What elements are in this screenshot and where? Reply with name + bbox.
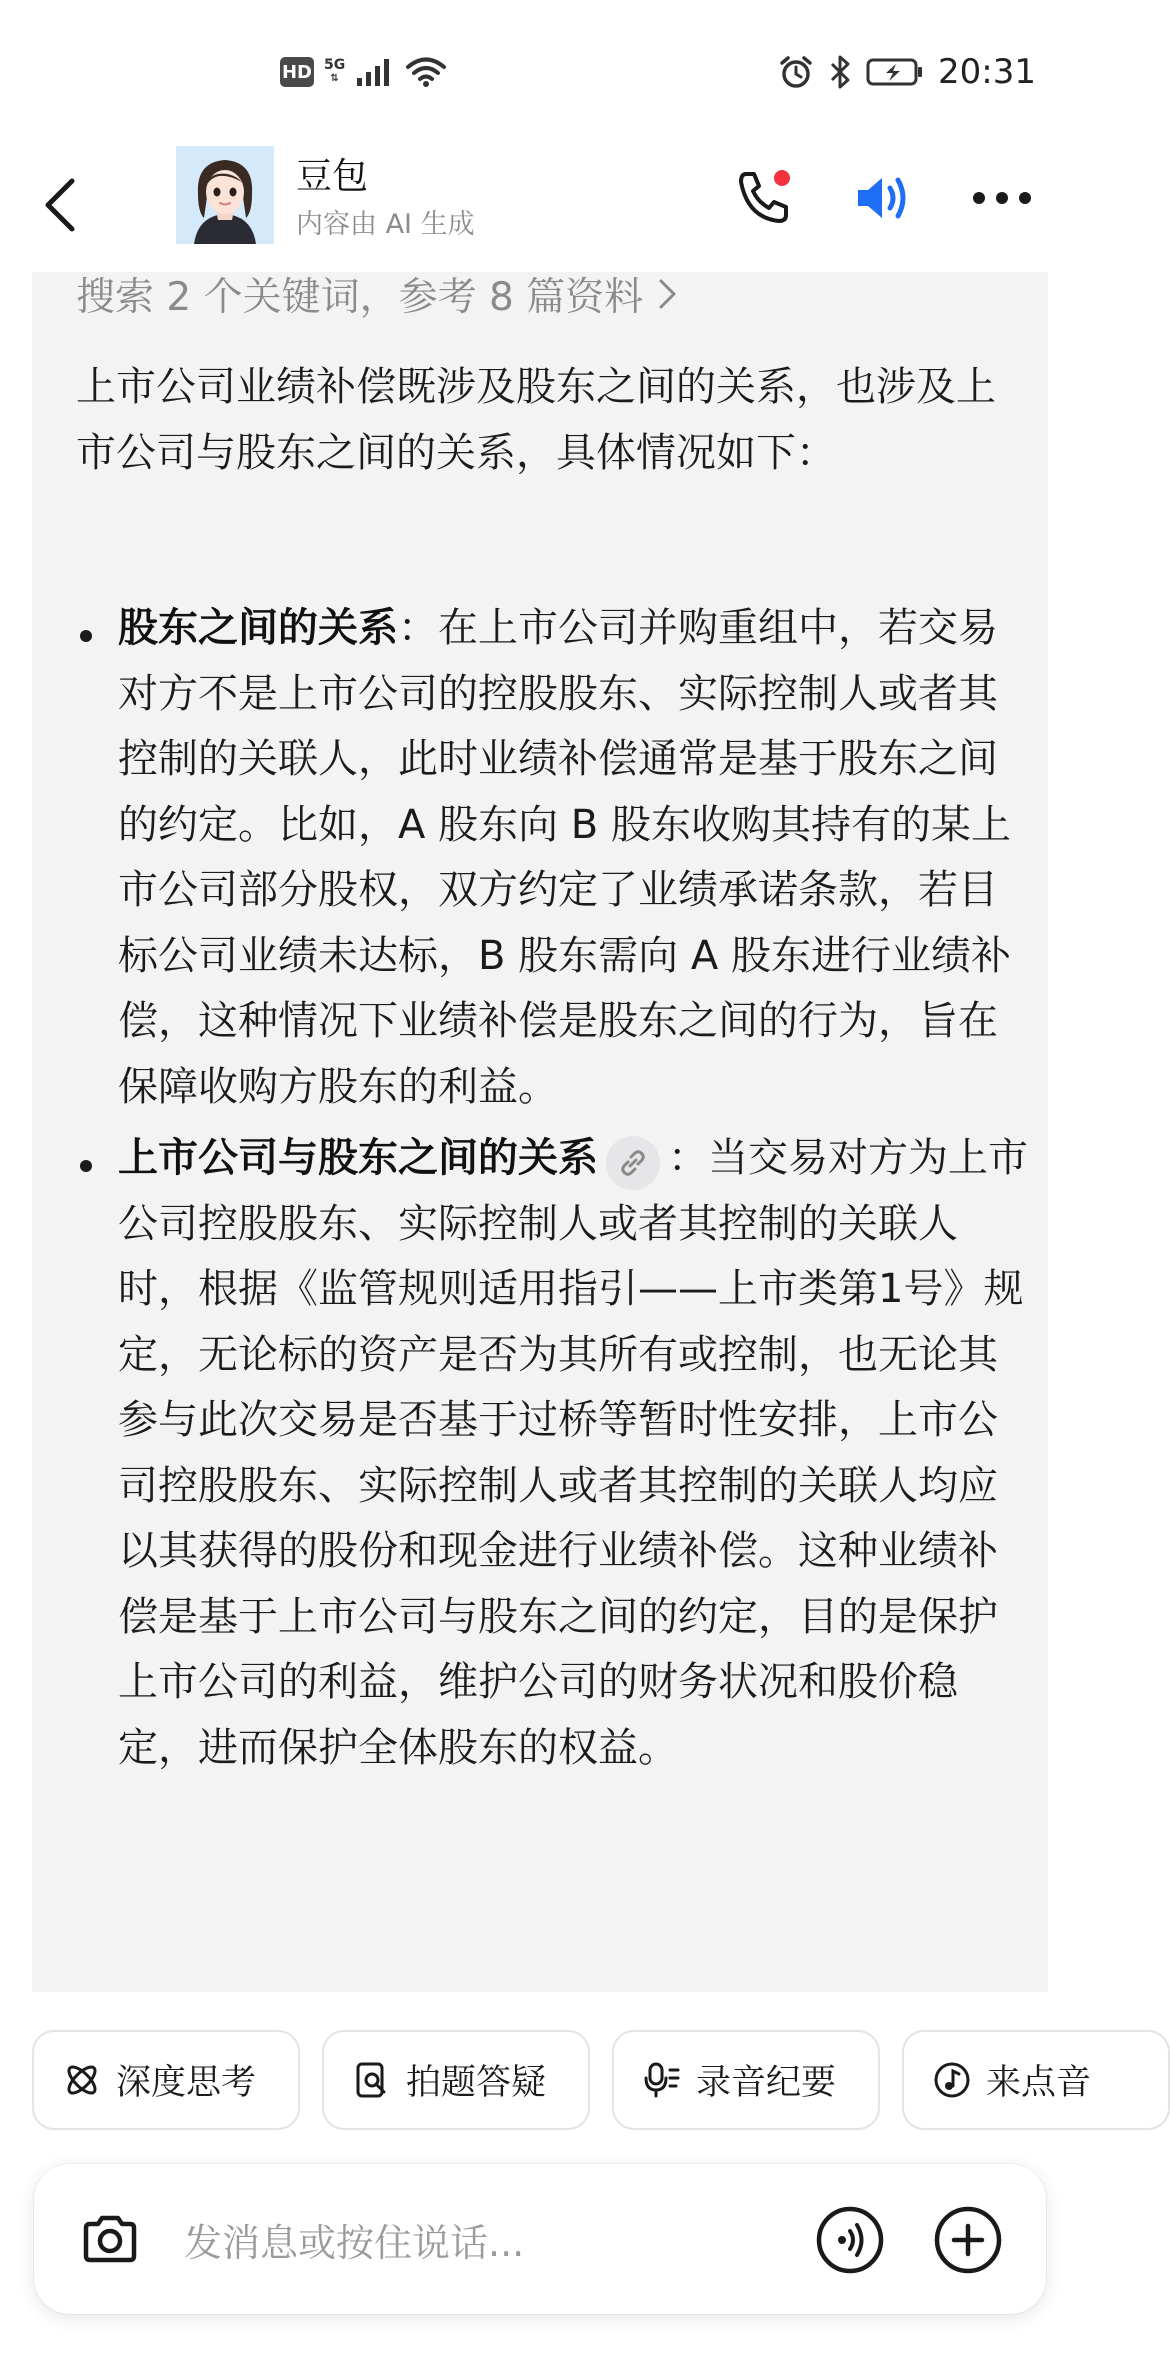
message-input[interactable]: 发消息或按住说话... — [184, 2221, 525, 2265]
citation-button[interactable] — [606, 1136, 660, 1190]
status-right — [778, 52, 1036, 92]
hd-badge: HD — [280, 57, 314, 87]
chip-label: 拍题答疑 — [406, 2063, 547, 2103]
camera-icon — [78, 2208, 142, 2272]
scan-question-icon — [352, 2060, 392, 2100]
intro-paragraph: 上市公司业绩补偿既涉及股东之间的关系，也涉及上市公司与股东之间的关系，具体情况如下： — [76, 364, 996, 476]
network-label: 5G — [324, 57, 346, 73]
add-button[interactable] — [928, 2200, 1008, 2280]
signal-icon — [355, 56, 395, 88]
voice-wave-icon — [814, 2204, 886, 2276]
chip-label: 录音纪要 — [696, 2063, 837, 2103]
bullet-dot — [80, 1160, 92, 1172]
plus-icon — [932, 2204, 1004, 2276]
camera-button[interactable] — [70, 2200, 150, 2280]
chevron-right-icon — [657, 277, 679, 311]
bluetooth-icon — [828, 54, 852, 90]
bullet-title: 股东之间的关系 — [118, 605, 398, 651]
quick-actions — [32, 2030, 1092, 2130]
chat-header — [0, 140, 1080, 270]
ai-generated-note: 内容由 AI 生成 — [296, 209, 475, 240]
search-summary-link[interactable] — [76, 266, 679, 322]
message-input-bar — [34, 2164, 1046, 2314]
chip-photo-question[interactable] — [322, 2030, 590, 2130]
bullet-dot — [80, 630, 92, 642]
phone-icon — [732, 166, 796, 230]
network-5g-icon: 5G ⇅ — [324, 57, 346, 84]
more-icon — [970, 188, 1034, 208]
link-icon — [617, 1147, 649, 1179]
bullet-title: 上市公司与股东之间的关系 — [118, 1135, 598, 1181]
wifi-icon — [405, 56, 447, 88]
chip-label: 来点音 — [986, 2063, 1092, 2103]
back-icon — [40, 175, 80, 235]
status-left — [280, 56, 447, 88]
bullet-item — [118, 596, 1028, 1120]
status-bar — [0, 0, 1080, 150]
status-time: 20:31 — [938, 52, 1036, 92]
speaker-button[interactable] — [842, 158, 922, 238]
bullet-body: ：当交易对方为上市公司控股股东、实际控制人或者其控制的关联人时，根据《监管规则适用指引——上市类第1号》规定，无论标的资产是否为其所有或控制，也无论其参与此次交易是否基于过桥等暂时性安排，上市公司控股股东、实际控制人或者其控制的关联人均应以其获得的股份和现金进行业绩补偿。这种业绩补偿是基于上市公司与股东之间的约定，目的是保护上市公司的利益，维护公司的财务状况和股价稳定，进而保护全体股东的权益。 — [118, 1135, 1028, 1771]
speaker-icon — [850, 166, 914, 230]
bullet-body: ：在上市公司并购重组中，若交易对方不是上市公司的控股股东、实际控制人或者其控制的关联人，此时业绩补偿通常是基于股东之间的约定。比如，A 股东向 B 股东收购其持有的某上市公司部分股权，双方约定了业绩承诺条款，若目标公司业绩未达标，B 股东需向 A 股东进行业绩补偿，这种情况下业绩补偿是股东之间的行为，旨在保障收购方股东的利益。 — [118, 605, 1011, 1110]
music-note-icon — [932, 2060, 972, 2100]
chip-music[interactable] — [902, 2030, 1170, 2130]
atom-icon — [62, 2060, 102, 2100]
chip-deep-think[interactable] — [32, 2030, 300, 2130]
voice-button[interactable] — [810, 2200, 890, 2280]
mic-notes-icon — [642, 2060, 682, 2100]
more-button[interactable] — [962, 158, 1042, 238]
call-button[interactable] — [724, 158, 804, 238]
search-summary-text: 搜索 2 个关键词，参考 8 篇资料 — [76, 275, 644, 320]
avatar-girl-icon — [176, 146, 274, 244]
alarm-icon — [778, 54, 814, 90]
bullet-item — [118, 1126, 1028, 1781]
bot-name: 豆包 — [296, 156, 369, 197]
back-button[interactable] — [40, 160, 100, 250]
chip-recording-notes[interactable] — [612, 2030, 880, 2130]
battery-icon — [866, 56, 924, 88]
chip-label: 深度思考 — [116, 2063, 257, 2103]
avatar[interactable] — [176, 146, 274, 244]
assistant-message — [32, 272, 1048, 1992]
